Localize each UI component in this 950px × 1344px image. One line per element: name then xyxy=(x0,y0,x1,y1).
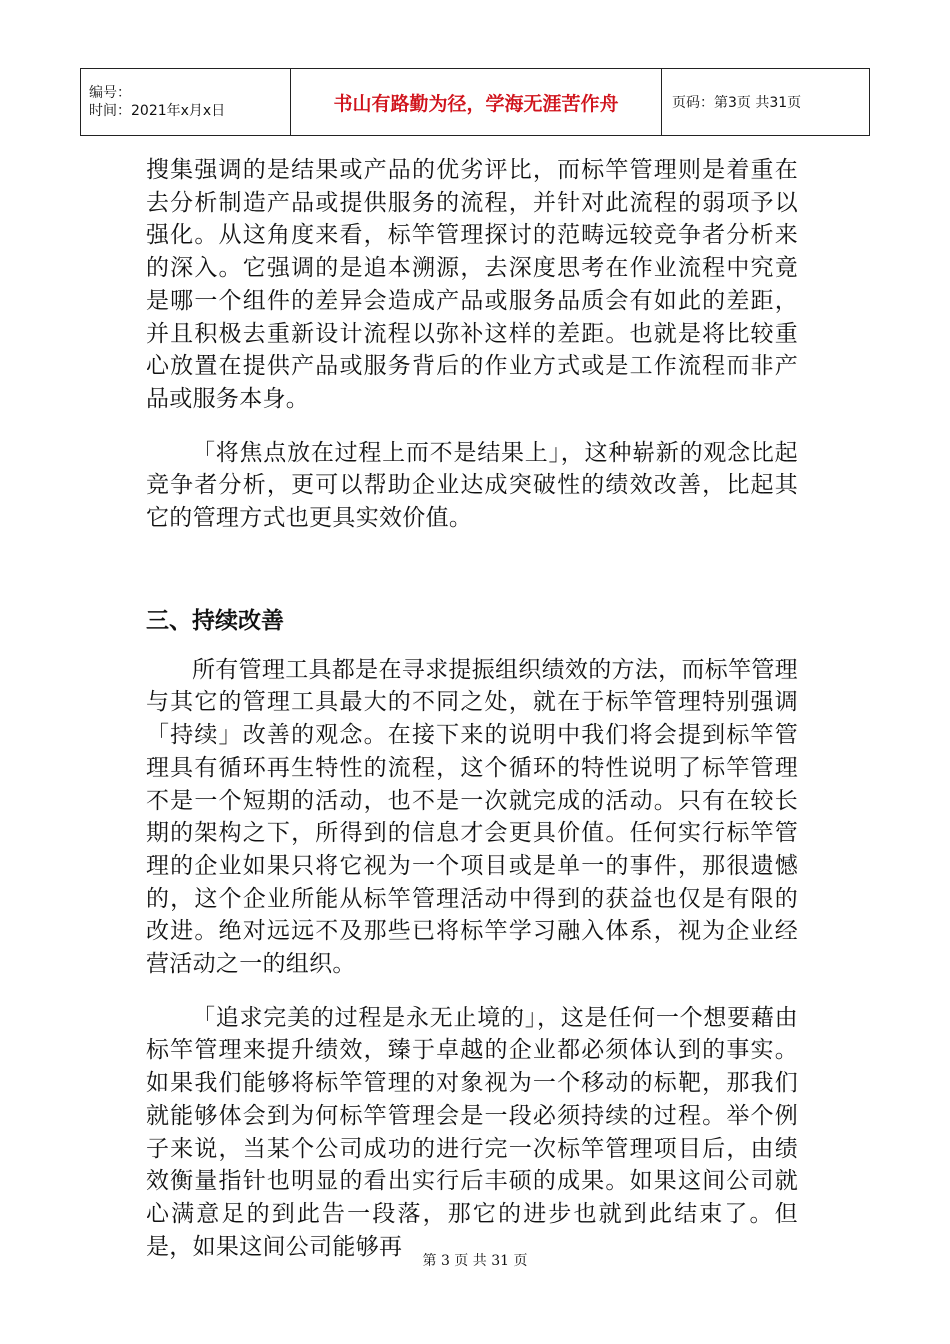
body-paragraph: 所有管理工具都是在寻求提振组织绩效的方法，而标竿管理与其它的管理工具最大的不同之处，就在于标竿管理特别强调「持续」改善的观念。在接下来的说明中我们将会提到标竿管理具有循环再生特性的流程，这个循环的特性说明了标竿管理不是一个短期的活动，也不是一次就完成的活动。只有在较长期的架构之下，所得到的信息才会更具价值。任何实行标竿管理的企业如果只将它视为一个项目或是单一的事件，那很遗憾的，这个企业所能从标竿管理活动中得到的获益也仅是有限的改进。绝对远远不及那些已将标竿学习融入体系，视为企业经营活动之一的组织。 xyxy=(146,656,798,978)
header-meta-cell xyxy=(81,69,291,136)
document-number-label: 编号： xyxy=(89,85,131,101)
page-header xyxy=(80,68,870,136)
header-page-info: 页码：第3页 共31页 xyxy=(662,69,870,136)
body-paragraph: 「追求完美的过程是永无止境的」，这是任何一个想要藉由标竿管理来提升绩效，臻于卓越的企业都必须体认到的事实。如果我们能够将标竿管理的对象视为一个移动的标靶，那我们就能够体会到为何标竿管理会是一段必须持续的过程。举个例子来说，当某个公司成功的进行完一次标竿管理项目后，由绩效衡量指针也明显的看出实行后丰硕的成果。如果这间公司就心满意足的到此告一段落，那它的进步也就到此结束了。但是，如果这间公司能够再 xyxy=(146,1004,798,1260)
body-paragraph: 「将焦点放在过程上而不是结果上」，这种崭新的观念比起竞争者分析，更可以帮助企业达成突破性的绩效改善，比起其它的管理方式也更具实效价值。 xyxy=(146,439,798,532)
page-footer: 第 3 页 共 31 页 xyxy=(422,1253,528,1269)
section-heading: 三、持续改善 xyxy=(146,607,284,634)
document-body xyxy=(146,154,798,1263)
document-time-label: 时间：2021年x月x日 xyxy=(89,103,226,119)
body-paragraph: 搜集强调的是结果或产品的优劣评比，而标竿管理则是着重在去分析制造产品或提供服务的流程，并针对此流程的弱项予以强化。从这角度来看，标竿管理探讨的范畴远较竞争者分析来的深入。它强调的是追本溯源，去深度思考在作业流程中究竟是哪一个组件的差异会造成产品或服务品质会有如此的差距，并且积极去重新设计流程以弥补这样的差距。也就是将比较重心放置在提供产品或服务背后的作业方式或是工作流程而非产品或服务本身。 xyxy=(146,157,798,412)
header-motto: 书山有路勤为径，学海无涯苦作舟 xyxy=(291,69,662,136)
